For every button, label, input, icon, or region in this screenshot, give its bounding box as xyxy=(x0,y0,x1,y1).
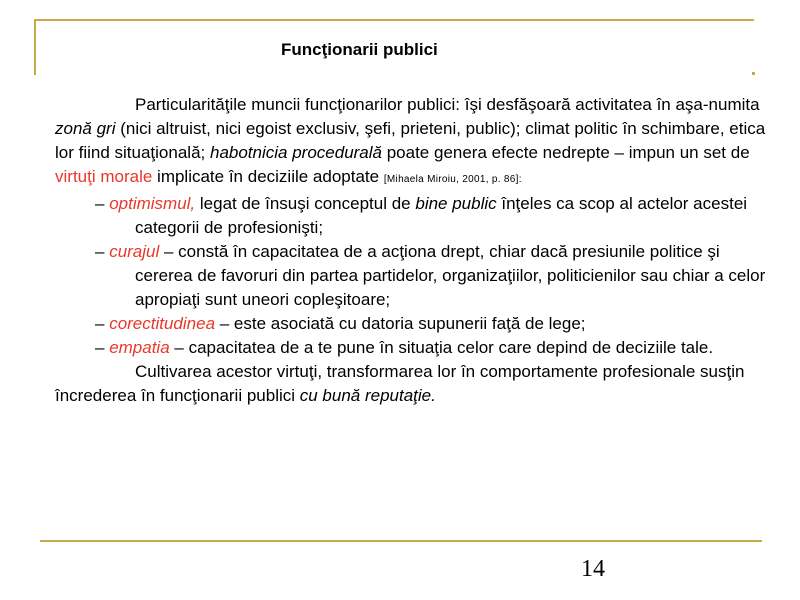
frame-left-line xyxy=(34,19,36,75)
list-item-optimism xyxy=(95,192,767,240)
text-span: Particularităţile muncii funcţionarilor publici: îşi desfăşoară activitatea în aşa-numita xyxy=(135,95,760,114)
list-item-curaj xyxy=(95,240,767,312)
term-virtuti-morale: virtuţi morale xyxy=(55,167,153,186)
term-optimism: optimismul, xyxy=(109,194,196,213)
text-span: (nici altruist, nici egoist exclusiv, şefi, prieteni, public); climat politic în schimbare, etica lor fiind situaţională; xyxy=(55,119,766,162)
term-zona-gri: zonă gri xyxy=(55,119,116,138)
text-span: poate genera efecte nedrepte – impun un set de xyxy=(382,143,750,162)
dash: – xyxy=(95,194,110,213)
slide-title: Funcţionarii publici xyxy=(281,40,438,59)
slide-body xyxy=(55,93,767,408)
text-span: înţeles ca scop al actelor acestei categorii de profesionişti; xyxy=(135,194,748,237)
citation: [Mihaela Miroiu, 2001, p. 86]: xyxy=(383,174,522,185)
dash: – xyxy=(95,242,110,261)
term-bine-public: bine public xyxy=(415,194,497,213)
text-span: implicate în deciziile adoptate xyxy=(152,167,384,186)
intro-paragraph xyxy=(55,93,767,192)
closing-paragraph xyxy=(55,360,767,408)
term-corectitudine: corectitudinea xyxy=(109,314,216,333)
text-span: – capacitatea de a te pune în situaţia celor care depind de deciziile tale. xyxy=(169,338,714,357)
virtue-list xyxy=(55,192,767,360)
text-span: – este asociată cu datoria supunerii faţă de lege; xyxy=(215,314,586,333)
frame-top-line xyxy=(34,19,754,21)
frame-corner-dot xyxy=(752,72,755,75)
frame-bottom-line xyxy=(40,540,762,542)
term-habotnicia: habotnicia procedurală xyxy=(209,143,382,162)
term-empatie: empatia xyxy=(109,338,170,357)
page-number: 14 xyxy=(581,556,605,582)
term-curaj: curajul xyxy=(109,242,160,261)
text-span: Cultivarea acestor virtuţi, transformarea lor în comportamente profesionale susţin încrederea în funcţionarii publici xyxy=(55,362,745,405)
list-item-empatie xyxy=(95,336,767,360)
dash: – xyxy=(95,338,110,357)
list-item-corectitudine xyxy=(95,312,767,336)
text-span: – constă în capacitatea de a acţiona drept, chiar dacă presiunile politice şi cererea de favoruri din partea partidelor, organizaţiilor, politicienilor sau chiar a celor apropiaţi sunt uneori copleşitoare; xyxy=(135,242,766,309)
text-span: legat de însuşi conceptul de xyxy=(195,194,416,213)
dash: – xyxy=(95,314,110,333)
term-buna-reputatie: cu bună reputaţie. xyxy=(299,386,436,405)
